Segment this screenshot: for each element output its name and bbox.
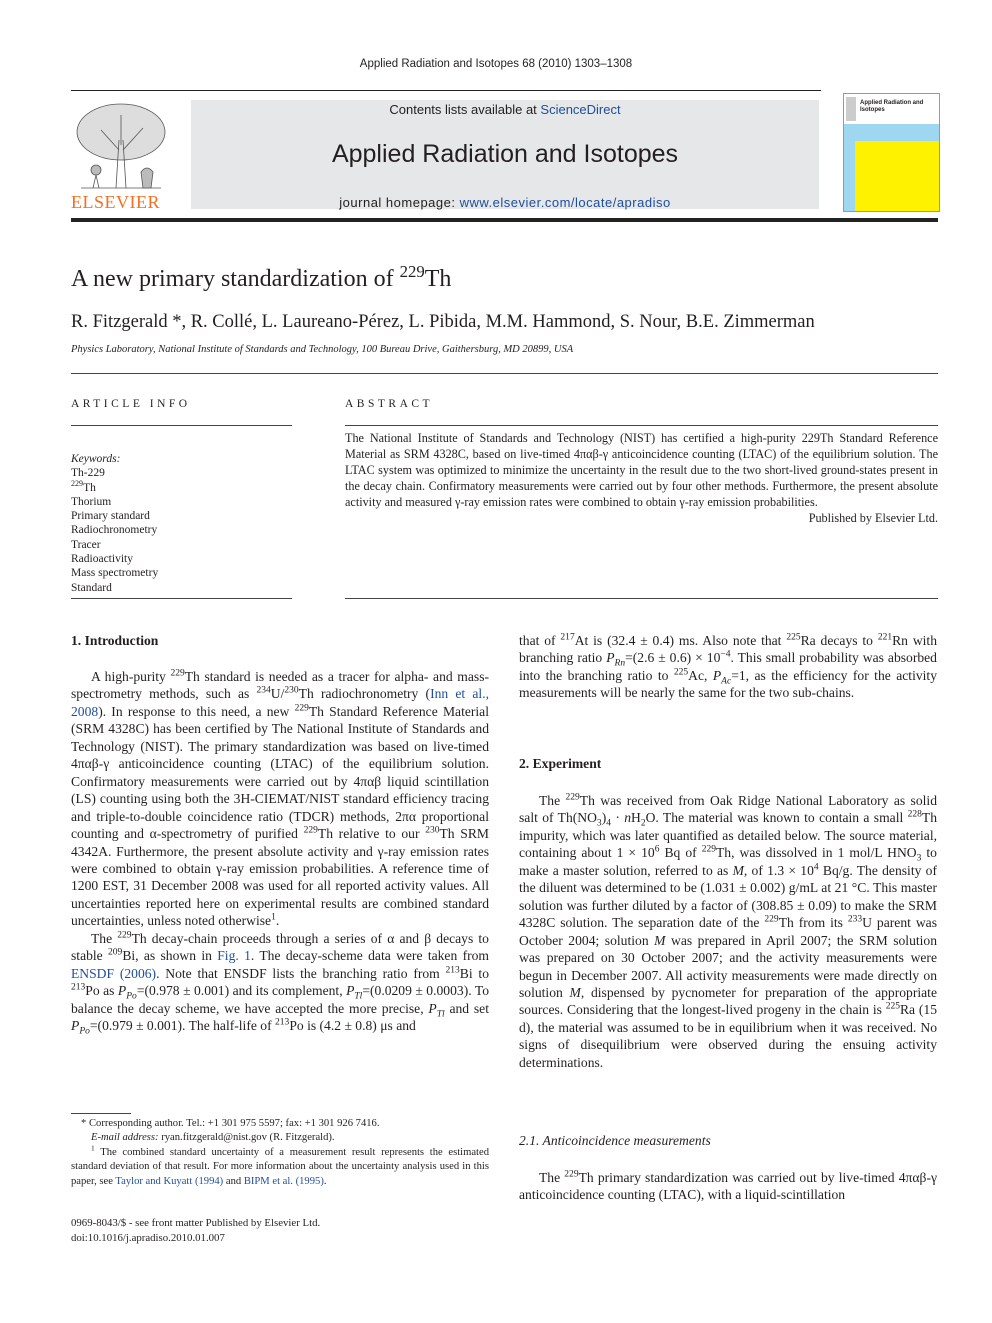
contents-line [191,102,819,117]
title-rule [71,373,938,374]
introduction-body [71,668,489,1035]
journal-cover-thumbnail [843,93,940,212]
paragraph: A high-purity $^{229}$Th standard is needed as a tracer for alpha- and mass-spectrometry methods, such as $^{234}$U/$^{230}$Th radiochronometry (Inn et al., 2008). In response to this need, a new $^{229}$Th Standard Reference Material (SRM 4328C) has been certified by The National Institute of Standards and Technology (NIST). The primary standardization was based on live-timed 4παβ-γ anticoincidence counting (LTAC) of the equilibrium solution. Confirmatory measurements were carried out by 4παβ liquid scintillation (LS) counting using both the 3H-CIEMAT/NIST standard efficiency tracing and triple-to-double coincidence ratio (TDCR) methods, 2πα proportional counting and α-spectrometry of purified $^{229}$Th relative to our $^{230}$Th SRM 4342A. Furthermore, the present absolute activity and γ-ray emission rates were combined to obtain γ-ray emission probabilities. A reference time of 1200 EST, 31 December 2008 was used for all reported activity values. All uncertainties reported here on experimental results are combined standard uncertainties, unless noted otherwise$^1$. [71,668,490,929]
abstract-bottom-rule [345,598,938,599]
footnote-1-end: . [323,1175,327,1187]
homepage-prefix: journal homepage: [339,195,460,210]
email-label: E-mail address: [91,1132,159,1143]
keywords-label: Keywords: [71,453,121,465]
paragraph: The $^{229}$Th primary standardization was carried out by live-timed 4παβ-γ anticoincidence counting (LTAC), with a liquid-scintillation [519,1169,937,1203]
abstract-heading: ABSTRACT [345,398,434,410]
section-heading-introduction: 1. Introduction [71,633,159,648]
title-text: A new primary standardization of [71,266,400,292]
section-heading-experiment: 2. Experiment [519,756,602,771]
elsevier-tree-logo [71,100,171,192]
affiliation: Physics Laboratory, National Institute of Standards and Technology, 100 Bureau Drive, Gaithersburg, MD 20899, USA [71,344,574,355]
author-list: R. Fitzgerald *, R. Collé, L. Laureano-Pérez, L. Pibida, M.M. Hammond, S. Nour, B.E. Zimmerman [71,312,815,332]
footnote-rule [71,1113,131,1114]
abstract-rule [345,425,938,426]
contents-prefix: Contents lists available at [389,102,541,117]
cover-yellow-panel [855,141,939,211]
email-address[interactable]: ryan.fitzgerald@nist.gov (R. Fitzgerald). [161,1132,335,1143]
homepage-link[interactable]: www.elsevier.com/locate/apradiso [459,195,671,210]
header-thick-rule [71,218,938,222]
footnote-1-text: The combined standard uncertainty of a measurement result represents the estimated standard deviation of that result. For more information about the uncertainty analysis used in this paper, see [71,1147,489,1187]
article-info-rule [71,425,292,426]
footnote-corresponding: * Corresponding author. Tel.: +1 301 975 5597; fax: +1 301 926 7416. [81,1118,380,1129]
header-top-rule [71,90,821,91]
abstract-text: The National Institute of Standards and Technology (NIST) has certified a high-purity 229Th Standard Reference Material as SRM 4328C, based on live-timed 4παβ-γ anticoincidence counting (LTAC) of the equilibrium solution. The LTAC system was optimized to minimize the uncertainty in the result due to the two short-lived ground-states present in the decay chain. Confirmatory measurements were carried out by four other methods. Furthermore, the present absolute activity and measured γ-ray emission rates were combined to obtain γ-ray emission probabilities. [345,431,938,509]
paragraph: The $^{229}$Th was received from Oak Ridge National Laboratory as solid salt of $Th(NO_3)_4 \cdot nH_2O$. The material was known to contain a small $^{228}$Th impurity, which was later quantified as detailed below. The source material, containing about $1 \times 10^6$ Bq of $^{229}$Th, was dissolved in 1 mol/L $HNO_3$ to make a master solution, referred to as M, of $1.3 \times 10^4$ Bq/g. The density of the diluent was determined to be (1.031 ± 0.002) g/mL at 21 °C. This master solution was further diluted by a factor of (308.85 ± 0.09) to make the SRM 4328C solution. The separation date of the $^{229}$Th from its $^{233}$U parent was October 2004; solution M was prepared in April 2007; the SRM solution was prepared on 30 October 2007; and the activity measurements were begun in December 2007. All activity measurements were made directly on solution M, dispensed by pycnometer for preparation of the appropriate sources. Considering that the longest-lived progeny in the chain is $^{225}$Ra (15 d), the material was assumed to be in equilibrium when it was received. No signs of disequilibrium were observed during the ensuing activity determinations. [519,792,938,1070]
cover-logo-mark [846,97,856,121]
cover-blue-band [855,124,939,141]
journal-title: Applied Radiation and Isotopes [331,140,679,168]
paragraph: The $^{229}$Th decay-chain proceeds through a series of α and β decays to stable $^{209}$Bi, as shown in Fig. 1. The decay-scheme data were taken from ENSDF (2006). Note that ENSDF lists the branching ratio from $^{213}$Bi to $^{213}$Po as $P_{Po}=(0.978 \pm 0.001)$ and its complement, $P_{Tl}=(0.0209 \pm 0.0003)$. To balance the decay scheme, we have accepted the more precise, $P_{Tl}$ and set $P_{Po}=(0.979 \pm 0.001)$. The half-life of $^{213}$Po is (4.2 ± 0.8) μs and [71,930,489,1037]
keywords-block [71,452,158,595]
title-superscript: 229 [399,262,425,281]
keyword-item: Tracer [71,538,101,551]
article-info-bottom-rule [71,598,292,599]
journal-homepage [191,195,819,210]
footnote-1: $^1$ The combined standard uncertainty of a measurement result represents the estimated standard deviation of that result. For more information about the uncertainty analysis used in this paper, see Taylor and Kuyatt (1994) and BIPM et al. (1995). [71,1143,489,1187]
paragraph: that of $^{217}$At is (32.4 ± 0.4) ms. Also note that $^{225}$Ra decays to $^{221}$Rn with branching ratio $P_{Rn}=(2.6 \pm 0.6) \times 10^{-4}$. This small probability was absorbed into the branching ratio to $^{225}$Ac, $P_{Ac}=1$, as the efficiency for the activity measurements will be nearly the same for the two sub-chains. [519,632,937,701]
abstract [345,430,938,526]
keyword-item: Th-229 [71,467,105,480]
published-by: Published by Elsevier Ltd. [808,511,938,525]
right-column-continuation [519,632,937,702]
subsection-heading-anticoincidence: 2.1. Anticoincidence measurements [519,1133,711,1148]
article-info-heading: ARTICLE INFO [71,398,191,410]
keyword-item: Standard [71,581,112,594]
citation-link[interactable]: Inn et al., 2008 [71,686,490,719]
keyword-item: Mass spectrometry [71,567,159,580]
citation-link[interactable]: ENSDF (2006) [71,965,157,981]
keyword-item: Radioactivity [71,553,133,566]
citation-link[interactable]: BIPM et al. (1995) [243,1175,324,1187]
cover-title: Applied Radiation and Isotopes [860,100,924,113]
article-title [71,262,452,293]
keyword-item: Thorium [71,495,112,508]
front-matter [71,1216,320,1246]
sciencedirect-link[interactable]: ScienceDirect [540,102,621,117]
footnote-1-conjunction: and [223,1175,244,1187]
anticoincidence-body [519,1169,937,1204]
citation-link[interactable]: Taylor and Kuyatt (1994) [115,1175,224,1187]
cover-blue-strip [844,124,855,211]
figure-link[interactable]: Fig. 1 [217,948,251,964]
corresponding-author-text: Corresponding author. Tel.: +1 301 975 5597; fax: +1 301 926 7416. [88,1118,380,1129]
title-element: Th [424,266,452,292]
doi-line: doi:10.1016/j.apradiso.2010.01.007 [71,1232,225,1244]
publisher-logo-text: ELSEVIER [71,192,160,212]
keyword-item: $^{229}$Th [71,478,96,494]
journal-citation: Applied Radiation and Isotopes 68 (2010) 1303–1308 [359,58,633,70]
keyword-item: Primary standard [71,510,150,523]
footnote-email [71,1131,489,1145]
experiment-body [519,792,937,1071]
keyword-item: Radiochronometry [71,524,158,537]
issn-line: 0969-8043/$ - see front matter Published by Elsevier Ltd. [71,1217,321,1229]
